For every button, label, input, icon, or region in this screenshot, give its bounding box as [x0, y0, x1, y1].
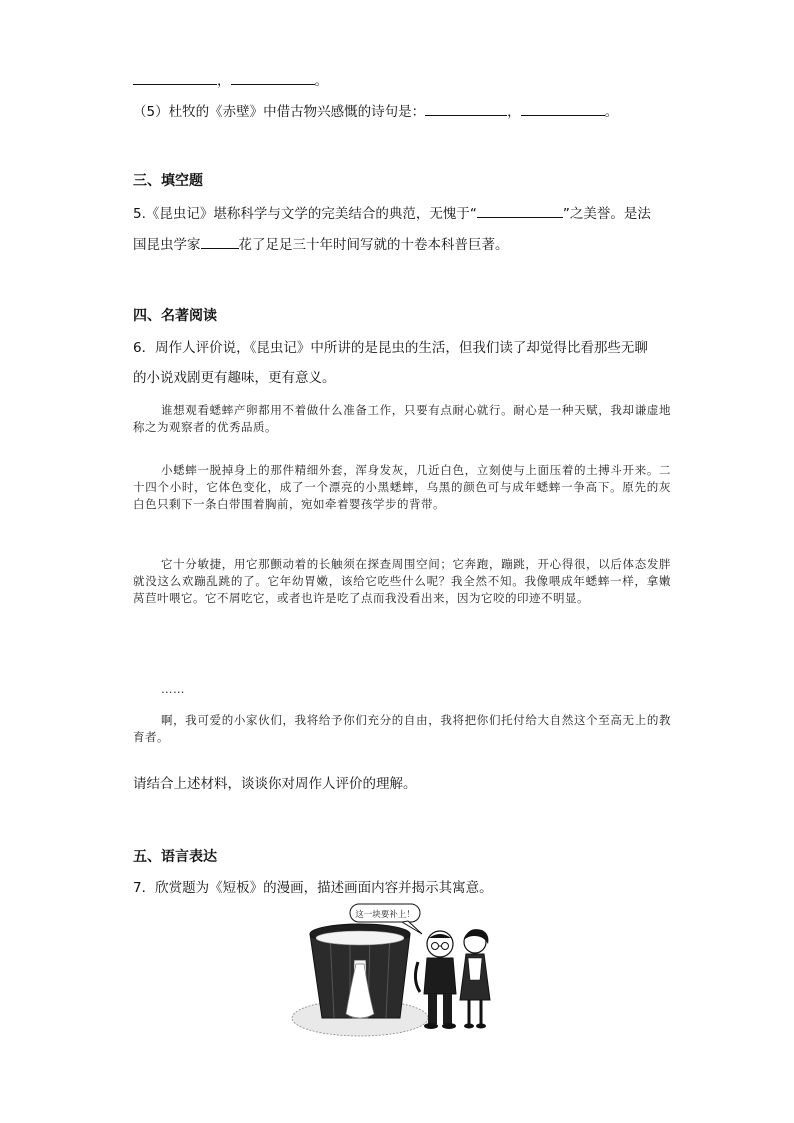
question-6-line-1: 6．周作人评价说，《昆虫记》中所讲的是昆虫的生活，但我们读了却觉得比看那些无聊 — [133, 340, 648, 356]
answer-blank[interactable] — [477, 203, 563, 218]
man-body — [424, 958, 456, 994]
continuation-blank-line: ， 。 — [133, 70, 328, 90]
excerpt-paragraph-4: 啊，我可爱的小家伙们，我将给予你们充分的自由，我将把你们托付给大自然这个至高无上的教育者。 — [133, 713, 671, 744]
water-surface — [316, 931, 404, 945]
excerpt-paragraph-2: 小蟋蟀一脱掉身上的那件精细外套，浑身发灰，几近白色，立刻使与上面压着的土搏斗开来。二十四个小时，它体色变化，成了一个漂亮的小黑蟋蟀，乌黑的颜色可与成年蟋蟀一争高下。原先的灰白色只剩下一条白带围着胸前，宛如牵着婴孩学步的背带。 — [133, 463, 671, 511]
answer-blank[interactable] — [521, 101, 605, 116]
short-board-cartoon — [290, 900, 510, 1042]
question-5-line-2: 国昆虫学家 花了足足三十年时间写就的十卷本科普巨著。 — [133, 234, 509, 254]
section-heading-fill-blank: 三、填空题 — [133, 173, 203, 189]
question-6-prompt: 请结合上述材料，谈谈你对周作人评价的理解。 — [133, 776, 417, 792]
excerpt-paragraph-3: 它十分敏捷，用它那颤动着的长触须在探查周围空间；它奔跑，蹦跳，开心得很，以后体态发胖就没这么欢蹦乱跳的了。它年幼胃嫩，该给它吃些什么呢？我全然不知。我像喂成年蟋蟀一样，拿嫩莴苣叶喂它。它不屑吃它，或者也许是吃了点而我没看出来，因为它咬的印迹不明显。 — [133, 557, 671, 605]
answer-blank[interactable] — [231, 70, 315, 85]
speech-bubble-text: 这一块要补上！ — [355, 910, 415, 920]
answer-blank[interactable] — [133, 70, 217, 85]
section-heading-classic-reading: 四、名著阅读 — [133, 308, 217, 324]
section-heading-language-expression: 五、语言表达 — [133, 849, 217, 865]
question-7-line: 7．欣赏题为《短板》的漫画，描述画面内容并揭示其寓意。 — [133, 880, 493, 896]
question-6-line-2: 的小说戏剧更有趣味，更有意义。 — [133, 370, 336, 386]
excerpt-ellipsis: …… — [161, 682, 185, 696]
answer-blank[interactable] — [201, 234, 239, 249]
question-5-line-1: 5.《昆虫记》堪称科学与文学的完美结合的典范，无愧于“ ”之美誉。是法 — [133, 203, 651, 223]
answer-blank[interactable] — [425, 101, 507, 116]
question-5-subitem: （5）杜牧的《赤壁》中借古物兴感慨的诗句是： ， 。 — [133, 101, 618, 121]
excerpt-paragraph-1: 谁想观看蟋蟀产卵都用不着做什么准备工作，只要有点耐心就行。耐心是一种天赋，我却谦虚地称之为观察者的优秀品质。 — [133, 403, 671, 434]
